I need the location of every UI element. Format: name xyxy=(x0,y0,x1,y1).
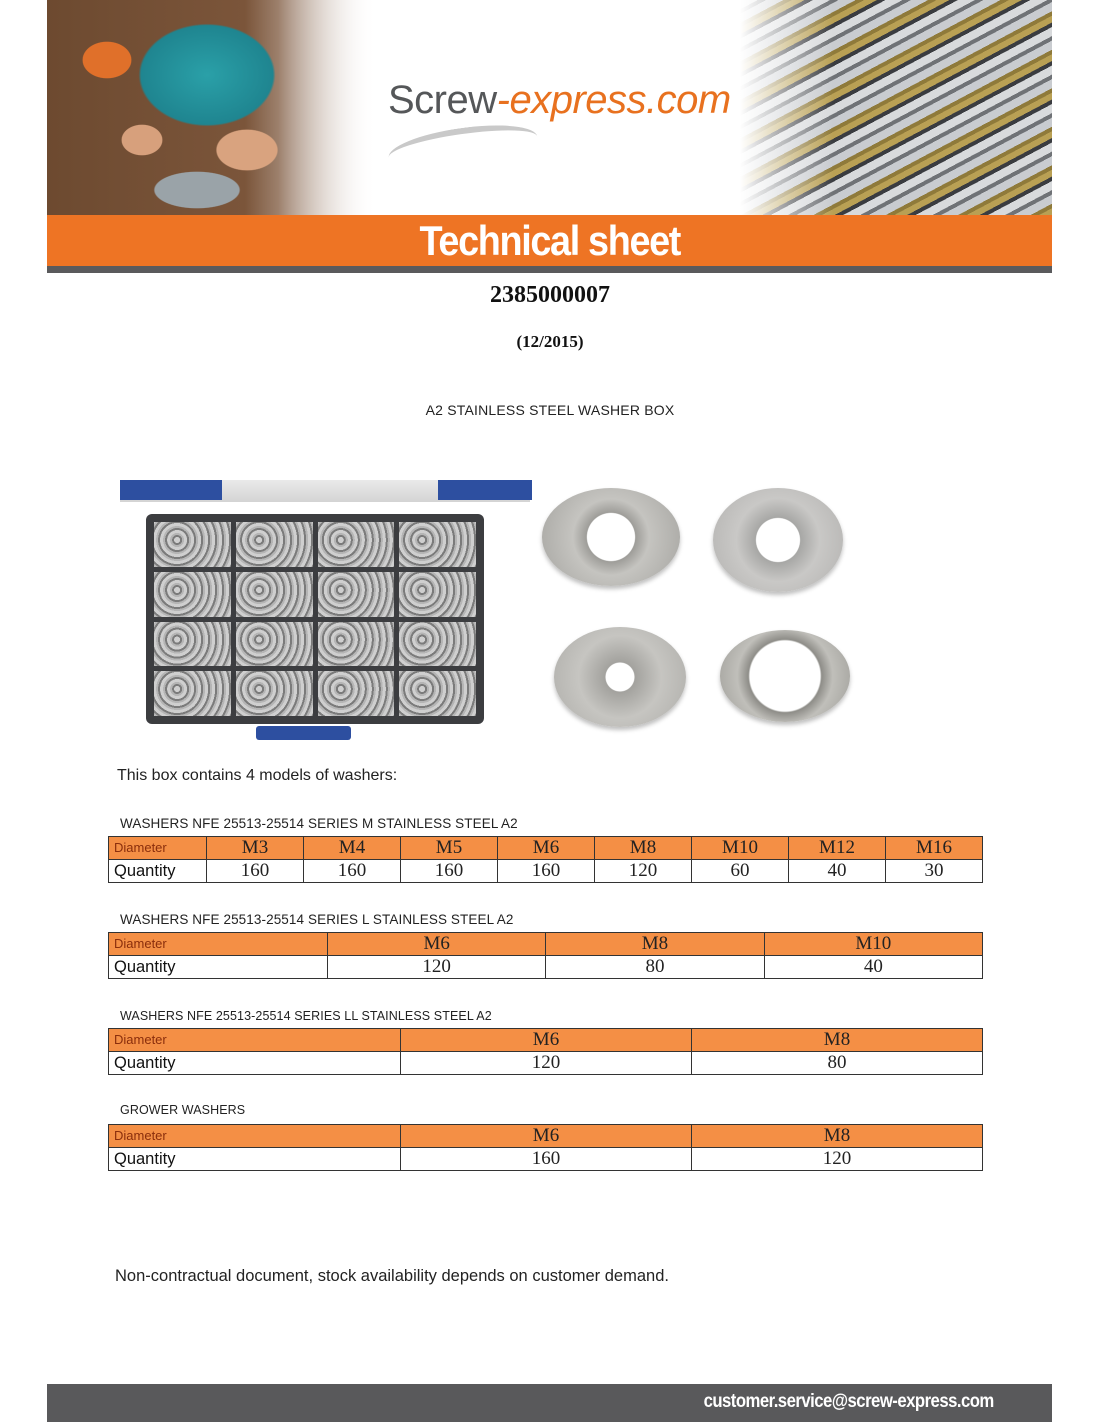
row-label-quantity: Quantity xyxy=(109,956,328,979)
table-series-m xyxy=(108,836,983,883)
quantity-row xyxy=(109,1148,983,1171)
diameter-cell: M4 xyxy=(304,837,401,860)
compartment xyxy=(399,572,476,617)
diameter-cell: M16 xyxy=(886,837,983,860)
diameter-cell: M6 xyxy=(401,1125,692,1148)
compartment xyxy=(399,671,476,716)
screws-pile-photo xyxy=(740,0,1052,215)
diameter-cell: M8 xyxy=(595,837,692,860)
compartment xyxy=(154,522,231,567)
section-label-series-ll: WASHERS NFE 25513-25514 SERIES LL STAINLESS STEEL A2 xyxy=(120,1009,492,1023)
row-label-diameter: Diameter xyxy=(109,837,207,860)
row-label-diameter: Diameter xyxy=(109,1029,401,1052)
title-divider xyxy=(47,266,1052,273)
quantity-cell: 160 xyxy=(401,1148,692,1171)
diameter-cell: M8 xyxy=(546,933,764,956)
compartment xyxy=(318,671,395,716)
quantity-cell: 80 xyxy=(692,1052,983,1075)
lid-clip-right xyxy=(438,480,532,500)
section-label-grower: GROWER WASHERS xyxy=(120,1103,246,1117)
diameter-cell: M12 xyxy=(789,837,886,860)
title-bar xyxy=(47,215,1052,266)
quantity-cell: 160 xyxy=(304,860,401,883)
quantity-cell: 60 xyxy=(692,860,789,883)
page-title: Technical sheet xyxy=(419,216,680,264)
row-label-diameter: Diameter xyxy=(109,1125,401,1148)
quantity-cell: 120 xyxy=(401,1052,692,1075)
section-label-series-m: WASHERS NFE 25513-25514 SERIES M STAINLESS STEEL A2 xyxy=(120,816,518,831)
diameter-cell: M10 xyxy=(764,933,982,956)
diameter-cell: M3 xyxy=(207,837,304,860)
lid-clip-left xyxy=(120,480,222,500)
quantity-cell: 160 xyxy=(401,860,498,883)
intro-text: This box contains 4 models of washers: xyxy=(117,767,398,784)
table-grower xyxy=(108,1124,983,1171)
diameter-cell: M6 xyxy=(498,837,595,860)
compartment xyxy=(399,622,476,667)
product-title: A2 STAINLESS STEEL WASHER BOX xyxy=(425,402,675,418)
quantity-cell: 120 xyxy=(328,956,546,979)
quantity-cell: 40 xyxy=(764,956,982,979)
logo-text-express: -express.com xyxy=(496,78,731,122)
flat-washer-ll-image xyxy=(554,627,686,727)
quantity-cell: 40 xyxy=(789,860,886,883)
diameter-cell: M8 xyxy=(692,1029,983,1052)
compartment xyxy=(318,622,395,667)
row-label-quantity: Quantity xyxy=(109,1148,401,1171)
quantity-row xyxy=(109,956,983,979)
compartment xyxy=(154,671,231,716)
diameter-cell: M5 xyxy=(401,837,498,860)
quantity-cell: 160 xyxy=(498,860,595,883)
diameter-cell: M6 xyxy=(401,1029,692,1052)
quantity-row xyxy=(109,1052,983,1075)
diameter-cell: M10 xyxy=(692,837,789,860)
flat-washer-m-image xyxy=(542,488,680,586)
document-date: (12/2015) xyxy=(516,332,584,351)
logo-text-screw: Screw xyxy=(388,78,497,122)
compartment xyxy=(154,622,231,667)
diameter-cell: M8 xyxy=(692,1125,983,1148)
workshop-hands-photo xyxy=(47,0,377,215)
product-reference: 2385000007 xyxy=(490,282,610,308)
compartment xyxy=(236,671,313,716)
quantity-cell: 120 xyxy=(595,860,692,883)
compartment xyxy=(318,522,395,567)
compartment xyxy=(399,522,476,567)
quantity-row xyxy=(109,860,983,883)
table-series-ll xyxy=(108,1028,983,1075)
row-label-quantity: Quantity xyxy=(109,860,207,883)
company-logo xyxy=(388,78,731,123)
compartment xyxy=(154,572,231,617)
compartment xyxy=(318,572,395,617)
box-lid xyxy=(120,480,530,502)
quantity-cell: 160 xyxy=(207,860,304,883)
box-handle xyxy=(256,726,351,740)
quantity-cell: 120 xyxy=(692,1148,983,1171)
diameter-row xyxy=(109,837,983,860)
compartment xyxy=(236,622,313,667)
contact-email-link[interactable]: customer.service@screw-express.com xyxy=(703,1391,994,1412)
washer-box-image xyxy=(118,478,532,743)
compartment xyxy=(236,522,313,567)
quantity-cell: 30 xyxy=(886,860,983,883)
grower-washer-image xyxy=(720,630,850,722)
diameter-cell: M6 xyxy=(328,933,546,956)
diameter-row xyxy=(109,933,983,956)
footer-bar xyxy=(47,1384,1052,1422)
box-compartments xyxy=(146,514,484,724)
section-label-series-l: WASHERS NFE 25513-25514 SERIES L STAINLESS STEEL A2 xyxy=(120,912,514,927)
quantity-cell: 80 xyxy=(546,956,764,979)
row-label-quantity: Quantity xyxy=(109,1052,401,1075)
compartment xyxy=(236,572,313,617)
row-label-diameter: Diameter xyxy=(109,933,328,956)
diameter-row xyxy=(109,1029,983,1052)
flat-washer-l-image xyxy=(713,488,843,592)
diameter-row xyxy=(109,1125,983,1148)
disclaimer-text: Non-contractual document, stock availability depends on customer demand. xyxy=(115,1267,669,1285)
table-series-l xyxy=(108,932,983,979)
